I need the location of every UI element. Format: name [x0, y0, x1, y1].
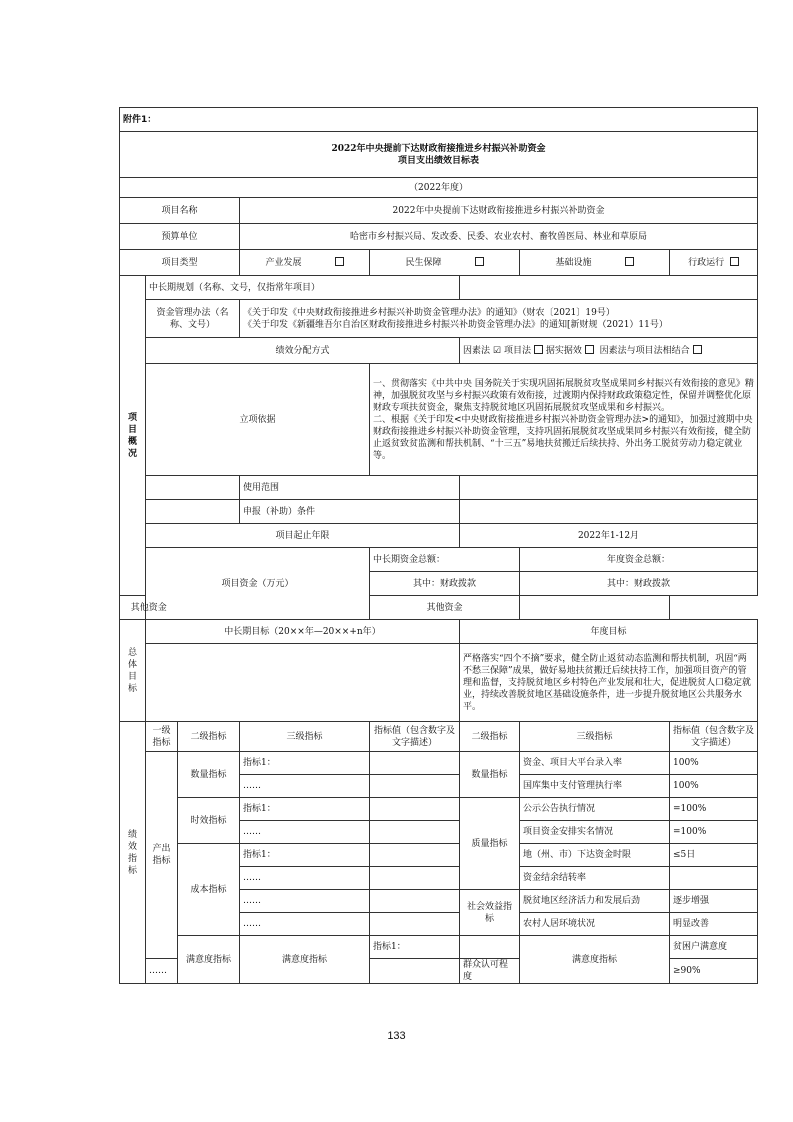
indicator-1: 指标1： — [240, 844, 370, 867]
type-industry — [240, 250, 370, 276]
midlong-fiscal-label: 其中：财政拨款 — [370, 572, 520, 596]
title-line-1: 2022年中央提前下达财政衔接推进乡村振兴补助资金 — [331, 143, 546, 154]
checkbox-icon — [730, 257, 739, 266]
checkbox-icon — [335, 257, 344, 266]
project-name-label: 项目名称 — [120, 198, 240, 224]
indicator-value — [370, 775, 460, 798]
checkbox-icon — [625, 257, 634, 266]
indicator-more: …… — [240, 775, 370, 798]
annual-other-value — [520, 596, 670, 620]
fund-mgmt-value — [240, 300, 758, 338]
row-value: 逐步增强 — [670, 890, 758, 913]
indicator-value — [370, 798, 460, 821]
indicator-1: 指标1： — [240, 752, 370, 775]
alloc-combined: 因素法与项目法相结合 — [599, 345, 690, 356]
row-value: ≤5日 — [670, 844, 758, 867]
type-livelihood — [370, 250, 520, 276]
quality-label: 质量指标 — [460, 798, 520, 890]
budget-unit-label: 预算单位 — [120, 224, 240, 250]
h-level3-right: 三级指标 — [520, 722, 670, 752]
row-value: 明显改善 — [670, 913, 758, 936]
type-livelihood-label: 民生保障 — [405, 257, 442, 268]
condition-label: 申报（补助）条件 — [240, 500, 460, 524]
checkbox-icon — [585, 345, 594, 354]
h-level1: 一级指标 — [146, 722, 178, 752]
indicator-1: 指标1： — [370, 936, 460, 959]
social-label: 社会效益指标 — [460, 890, 520, 936]
h-value-right: 指标值（包含数字及文字描述） — [670, 722, 758, 752]
midlong-plan-value — [460, 276, 758, 300]
indicator-more: …… — [240, 890, 370, 913]
fund-label: 项目资金（万元） — [146, 548, 370, 620]
row-name: 贫困户满意度 — [670, 936, 758, 959]
row-name: 地（州、市）下达资金时限 — [520, 844, 670, 867]
title-line-2: 项目支出绩效目标表 — [398, 155, 480, 166]
fund-mgmt-line-2: 《关于印发《新疆维吾尔自治区财政衔接推进乡村振兴补助资金管理办法》的通知[新财规（2021）11号） — [243, 319, 668, 330]
h-level2-right: 二级指标 — [460, 722, 520, 752]
period-value: 2022年1-12月 — [460, 524, 758, 548]
row-name: 脱贫地区经济活力和发展后劲 — [520, 890, 670, 913]
project-name-value: 2022年中央提前下达财政衔接推进乡村振兴补助资金 — [240, 198, 758, 224]
blank-cell — [146, 500, 240, 524]
checkbox-icon — [534, 345, 543, 354]
usage-value — [460, 476, 758, 500]
annual-goal-value: 严格落实“四个不摘”要求，健全防止返贫动态监测和帮扶机制，巩固“两不愁三保障”成果，做好易地扶贫搬迁后续扶持工作，加强项目资产的管理和监督，支持脱贫地区乡村特色产业发展和壮大，促进脱贫人口稳定就业，持续改善脱贫地区基础设施条件，进一步提升脱贫地区公共服务水平。 — [460, 644, 758, 722]
indicator-value — [370, 844, 460, 867]
row-value: =100% — [670, 798, 758, 821]
usage-label: 使用范围 — [240, 476, 460, 500]
checked-box-icon: ☑ — [493, 345, 502, 356]
year-label: （2022年度） — [120, 178, 758, 198]
indicator-value — [370, 821, 460, 844]
satisfaction-l1-label: 满意度指标 — [178, 936, 240, 984]
fund-mgmt-label: 资金管理办法（名称、文号） — [146, 300, 240, 338]
midlong-goal-value — [146, 644, 460, 722]
alloc-label: 绩效分配方式 — [146, 338, 460, 364]
h-value: 指标值（包含数字及文字描述） — [370, 722, 460, 752]
type-admin — [670, 250, 758, 276]
basis-paragraph-2: 二、根据《关于印发<中央财政衔接推进乡村振兴补助资金管理办法>的通知》，加强过渡期中央财政衔接推进乡村振兴补助资金管理，支持巩固拓展脱贫攻坚成果同乡村振兴有效衔接，健全防止返贫致贫监测和帮扶机制、“十三五”易地扶贫搬迁后续扶持、外出务工脱贫劳动力稳定就业等。 — [373, 414, 753, 461]
quantity-label: 数量指标 — [178, 752, 240, 798]
midlong-goal-label: 中长期目标（20××年—20××+n年） — [146, 620, 460, 644]
form-table — [119, 107, 758, 984]
indicator-1: 指标1： — [240, 798, 370, 821]
satisfaction-l2-label: 满意度指标 — [240, 936, 370, 984]
indicator-value — [370, 867, 460, 890]
row-name: 公示公告执行情况 — [520, 798, 670, 821]
form-title — [120, 132, 758, 178]
indicator-more: …… — [146, 959, 178, 984]
page-number: 133 — [387, 1030, 406, 1042]
annex-label: 附件1： — [120, 108, 758, 132]
h-level2: 二级指标 — [178, 722, 240, 752]
satisfaction-label-right: 满意度指标 — [520, 936, 670, 984]
project-type-label: 项目类型 — [120, 250, 240, 276]
midlong-total-label: 中长期资金总额： — [370, 548, 520, 572]
blank-cell — [146, 476, 240, 500]
condition-value — [460, 500, 758, 524]
midlong-plan-label: 中长期规划（名称、文号，仅指常年项目） — [146, 276, 460, 300]
basis-text — [370, 364, 758, 476]
basis-paragraph-1: 一、贯彻落实《中共中央 国务院关于实现巩固拓展脱贫攻坚成果同乡村振兴有效衔接的意见》精神，加强脱贫攻坚与乡村振兴政策有效衔接，过渡期内保持财政政策稳定性，保留并调整优化原财政专项扶贫资金，聚焦支持脱贫地区巩固拓展脱贫攻坚成果和乡村振兴。 — [373, 378, 754, 413]
indicator-value — [460, 936, 520, 959]
alloc-project: 项目法 — [503, 345, 531, 356]
indicator-more: …… — [240, 821, 370, 844]
row-value: 100% — [670, 775, 758, 798]
row-value: 100% — [670, 752, 758, 775]
alloc-actual: 据实据效 — [545, 345, 582, 356]
indicator-more: …… — [240, 913, 370, 936]
checkbox-icon — [475, 257, 484, 266]
quantity-label-right: 数量指标 — [460, 752, 520, 798]
type-admin-label: 行政运行 — [688, 257, 725, 268]
annual-fiscal-label: 其中：财政拨款 — [520, 572, 758, 596]
row-value — [670, 867, 758, 890]
row-name: 资金、项目大平台录入率 — [520, 752, 670, 775]
row-name: 群众认可程度 — [460, 959, 520, 984]
timeliness-label: 时效指标 — [178, 798, 240, 844]
type-industry-label: 产业发展 — [265, 257, 302, 268]
midlong-other-label: 其他资金 — [120, 596, 178, 620]
cost-label: 成本指标 — [178, 844, 240, 936]
indicator-value — [370, 890, 460, 913]
row-value: ≥90% — [670, 959, 758, 984]
output-label: 产出指标 — [146, 752, 178, 959]
annual-total-label: 年度资金总额： — [520, 548, 758, 572]
row-name: 农村人居环境状况 — [520, 913, 670, 936]
row-name: 项目资金安排实名情况 — [520, 821, 670, 844]
annual-other-label: 其他资金 — [370, 596, 520, 620]
perf-label: 绩 效 指 标 — [120, 722, 146, 984]
indicator-value — [370, 913, 460, 936]
row-value: =100% — [670, 821, 758, 844]
row-name: 国库集中支付管理执行率 — [520, 775, 670, 798]
overall-label: 总 体 目 标 — [120, 620, 146, 722]
performance-target-form — [119, 107, 757, 984]
indicator-value — [370, 752, 460, 775]
basis-label: 立项依据 — [146, 364, 370, 476]
checkbox-icon — [693, 345, 702, 354]
alloc-options — [460, 338, 758, 364]
type-infrastructure — [520, 250, 670, 276]
annual-goal-label: 年度目标 — [460, 620, 758, 644]
indicator-value — [370, 959, 460, 984]
fund-mgmt-line-1: 《关于印发《中央财政衔接推进乡村振兴补助资金管理办法》的通知》（财农〔2021〕19号） — [243, 307, 615, 318]
budget-unit-value: 哈密市乡村振兴局、发改委、民委、农业农村、畜牧兽医局、林业和草原局 — [240, 224, 758, 250]
indicator-more: …… — [240, 867, 370, 890]
overview-label: 项 目 概 况 — [120, 276, 146, 596]
h-level3: 三级指标 — [240, 722, 370, 752]
alloc-factor: 因素法 — [463, 345, 491, 356]
type-infrastructure-label: 基础设施 — [555, 257, 592, 268]
period-label: 项目起止年限 — [146, 524, 460, 548]
row-name: 资金结余结转率 — [520, 867, 670, 890]
